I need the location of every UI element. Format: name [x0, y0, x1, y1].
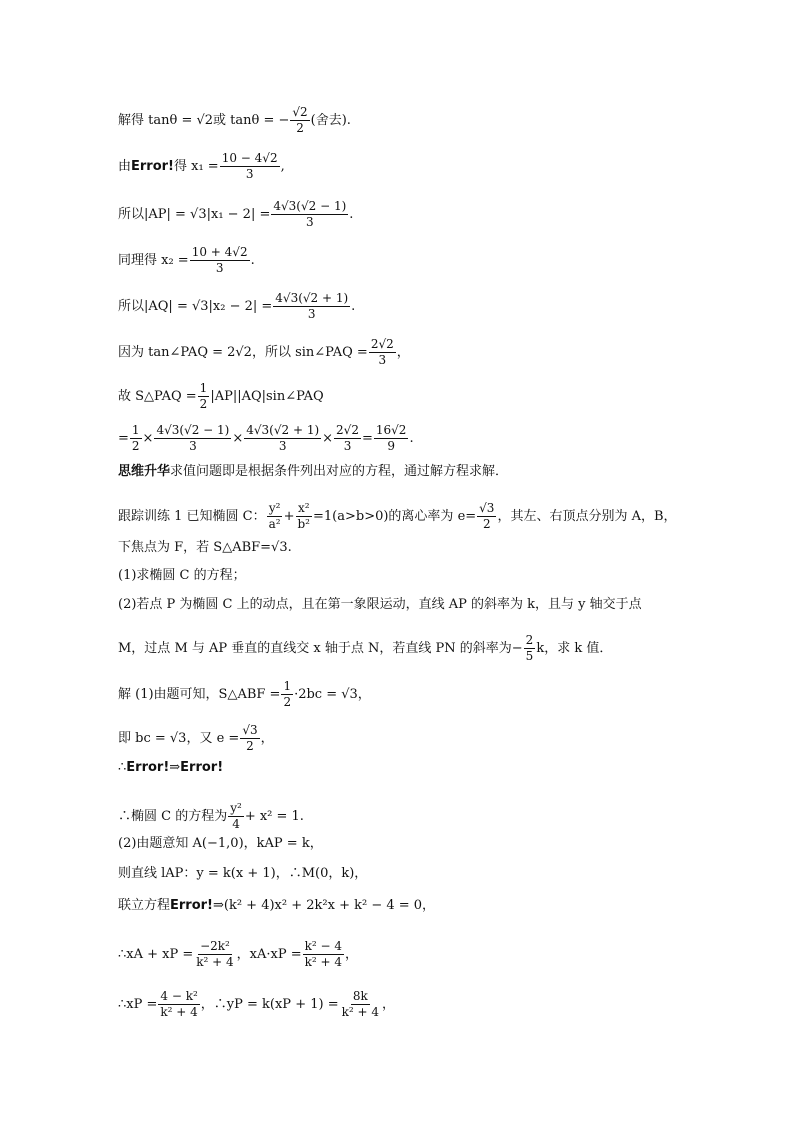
line-x2 [118, 246, 764, 275]
text: + [283, 508, 295, 524]
text: 得 x₁ = [174, 158, 219, 174]
fraction: $\frac{\text{k² − 4}}{\text{k² + 4}}$ [304, 939, 343, 969]
line-exercise [118, 502, 764, 531]
fraction: $\frac{√3}{2}$ [479, 501, 495, 531]
text: ， [260, 730, 274, 746]
fraction: $\frac{\text{y²}}{4}$ [230, 801, 242, 831]
text: 下焦点为 F，若 S△ABF=√3. [118, 540, 292, 555]
text: 即 bc = √3，又 e = [118, 730, 240, 746]
text: ⇒(k² + 4)x² + 2k²x + k² − 4 = 0， [213, 898, 436, 913]
text: 跟踪训练 1 已知椭圆 C： [118, 508, 266, 524]
fraction: $\frac{1}{2}$ [131, 423, 140, 453]
fraction: $\frac{16√2}{9}$ [375, 423, 407, 453]
fraction: $\frac{√3}{2}$ [242, 723, 258, 753]
text: (2)由题意知 A(−1,0)，kAP = k， [118, 836, 323, 851]
text: |AP||AQ|sin∠PAQ [210, 388, 324, 404]
text: 所以|AP| = √3|x₁ − 2| = [118, 206, 271, 222]
fraction: $\frac{2}{5}$ [525, 633, 534, 663]
fraction: $\frac{10 - 4√2}{3}$ [221, 151, 278, 181]
fraction: $\frac{2√2}{3}$ [370, 337, 394, 367]
fraction: $\frac{4√3(√2 - 1)}{3}$ [156, 423, 230, 453]
line-bc [118, 724, 764, 753]
text: × [232, 430, 244, 446]
text: 联立方程 [118, 898, 171, 913]
line-focus [118, 540, 764, 556]
fraction: $\frac{\text{y²}}{\text{a²}}$ [268, 501, 281, 531]
line-x1 [118, 152, 764, 181]
line-sol1 [118, 680, 764, 709]
text: 则直线 lAP：y = k(x + 1)，∴M(0，k)， [118, 866, 368, 881]
line-lap [118, 866, 764, 882]
fraction: $\frac{\text{4 − k²}}{\text{k² + 4}}$ [160, 989, 198, 1019]
error-text: Error! [131, 158, 174, 174]
text: . [349, 206, 354, 222]
text: ∴ [118, 760, 127, 775]
text: 因为 tan∠PAQ = 2√2，所以 sin∠PAQ = [118, 344, 368, 360]
text: 由 [118, 158, 132, 174]
fraction: $\frac{\text{−2k²}}{\text{k² + 4}}$ [196, 939, 234, 969]
text: ， [396, 344, 410, 360]
line-q2b [118, 634, 764, 663]
fraction: $\frac{4√3(√2 + 1)}{3}$ [275, 291, 349, 321]
line-error-implies [118, 760, 764, 776]
text: , [280, 158, 285, 174]
fraction: $\frac{\text{x²}}{\text{b²}}$ [297, 501, 310, 531]
text: ，其左、右顶点分别为 A，B， [497, 508, 677, 524]
line-aq [118, 292, 764, 321]
line-xp-yp [118, 990, 764, 1019]
text: × [322, 430, 334, 446]
line-kap [118, 836, 764, 852]
text: =1(a>b>0)的离心率为 e= [313, 508, 477, 524]
text: 解 (1)由题可知，S△ABF = [118, 686, 281, 702]
fraction: $\frac{1}{2}$ [283, 679, 292, 709]
text: (舍去). [310, 112, 351, 128]
text: (1)求椭圆 C 的方程； [118, 568, 246, 583]
fraction: $\frac{1}{2}$ [199, 381, 208, 411]
fraction: $\frac{2√2}{3}$ [336, 423, 359, 453]
text: ·2bc = √3， [294, 686, 371, 702]
text: ，∴yP = k(xP + 1) = [200, 996, 339, 1012]
text: . [351, 298, 356, 314]
text: × [142, 430, 154, 446]
line-ap [118, 200, 764, 229]
text: + x² = 1. [244, 808, 304, 824]
line-sin-paq [118, 338, 764, 367]
line-area-value [118, 424, 764, 453]
line-summary [118, 464, 764, 480]
text: ，xA·xP = [236, 946, 302, 962]
text: k，求 k 值． [536, 640, 613, 656]
fraction: $\frac{10 + 4√2}{3}$ [191, 245, 248, 275]
fraction: $\frac{8k}{\text{k² + 4}}$ [341, 989, 379, 1019]
line-q2a [118, 597, 764, 613]
line-area-formula [118, 382, 764, 411]
line-vieta [118, 940, 764, 969]
text: 故 S△PAQ = [118, 388, 197, 404]
text: (2)若点 P 为椭圆 C 上的动点，且在第一象限运动，直线 AP 的斜率为 k，且与 y 轴交于点 [118, 597, 642, 612]
error-text: Error! [170, 898, 213, 913]
text: 所以|AQ| = √3|x₂ − 2| = [118, 298, 273, 314]
line-ellipse-eq [118, 802, 764, 831]
fraction: $\frac{4√3(√2 + 1)}{3}$ [246, 423, 320, 453]
line-tan-solution [118, 106, 764, 135]
text: 解得 tanθ = √2或 tanθ = − [118, 112, 290, 128]
fraction: $\frac{√2}{2}$ [292, 105, 308, 135]
fraction: $\frac{4√3(√2 - 1)}{3}$ [273, 199, 347, 229]
text: . [409, 430, 414, 446]
error-text: Error! [180, 760, 224, 775]
line-system [118, 898, 764, 914]
text: ， [382, 996, 396, 1012]
text: ⇒ [169, 760, 181, 775]
text: 求值问题即是根据条件列出对应的方程，通过解方程求解． [170, 464, 509, 479]
text: ∴椭圆 C 的方程为 [118, 808, 228, 824]
text: 同理得 x₂ = [118, 252, 189, 268]
text: . [250, 252, 255, 268]
line-q1 [118, 568, 764, 584]
text: ， [345, 946, 359, 962]
text: = [118, 430, 129, 446]
text: M，过点 M 与 AP 垂直的直线交 x 轴于点 N，若直线 PN 的斜率为− [118, 640, 523, 656]
summary-heading: 思维升华 [118, 464, 171, 479]
text: = [361, 430, 373, 446]
text: ∴xA + xP = [118, 946, 194, 962]
error-text: Error! [126, 760, 170, 775]
text: ∴xP = [118, 996, 158, 1012]
